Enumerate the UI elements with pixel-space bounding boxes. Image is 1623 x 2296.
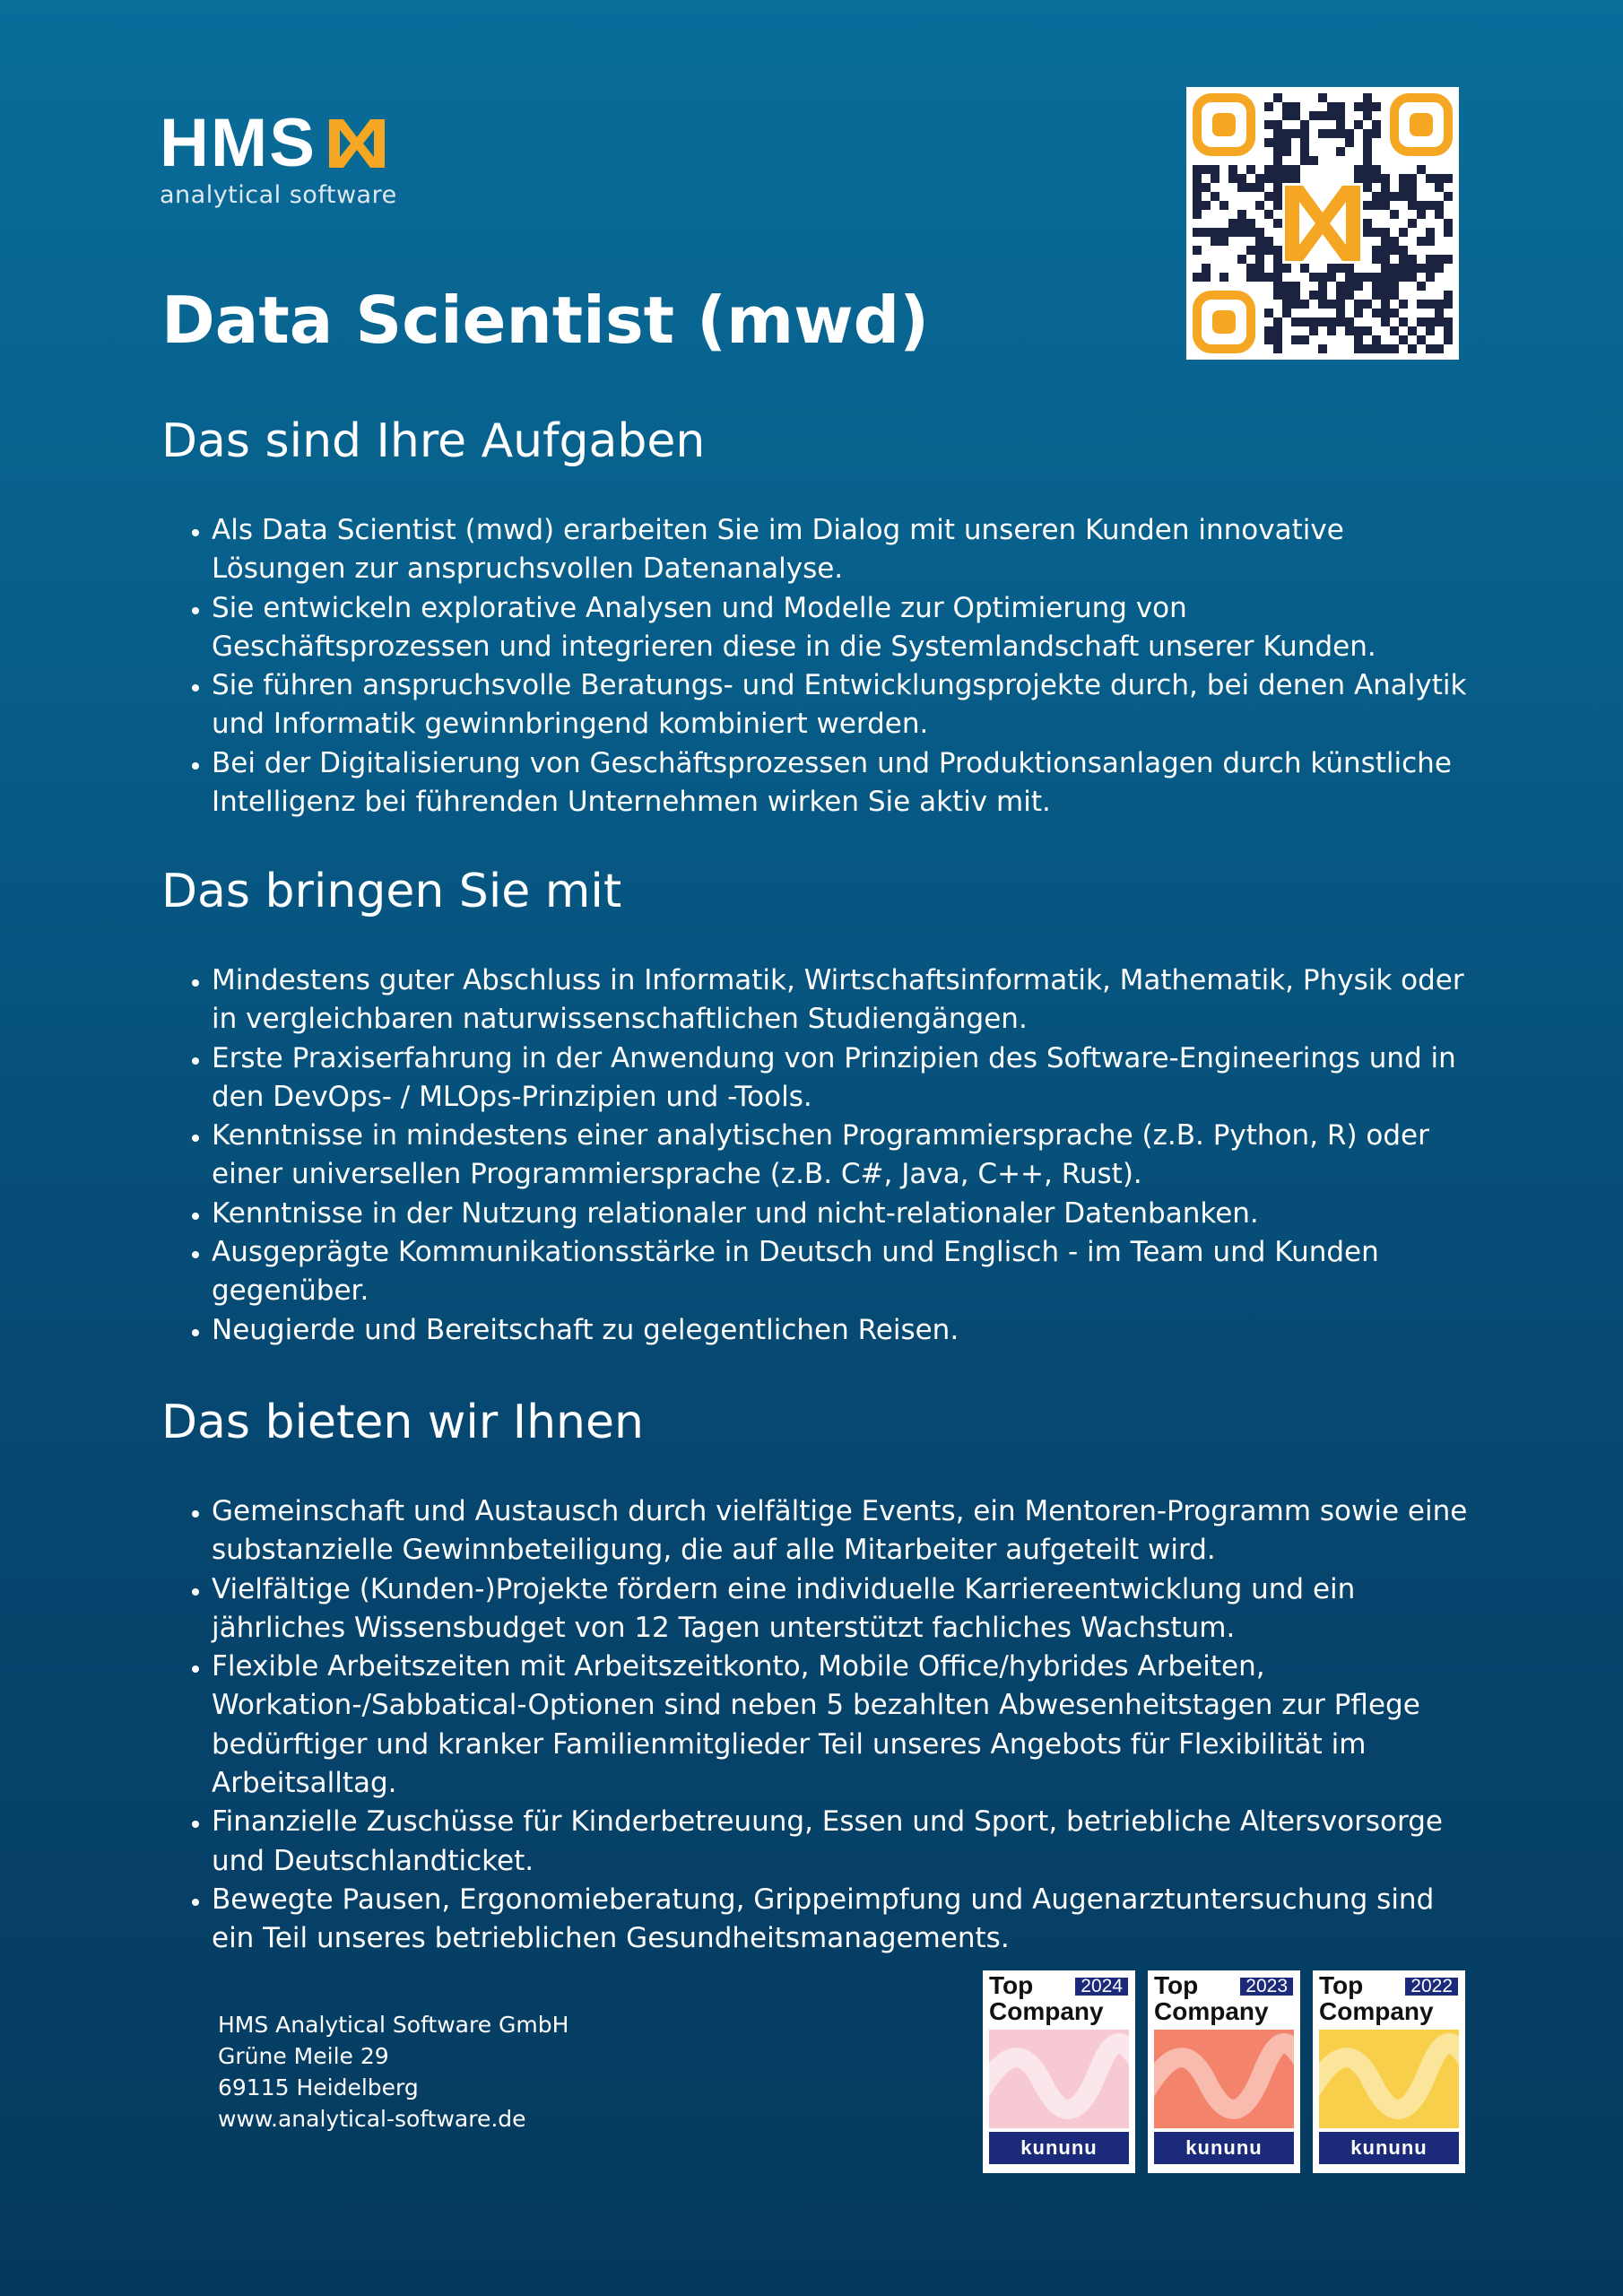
list-item: • Als Data Scientist (mwd) erarbeiten Sie im Dialog mit unseren Kunden innovative Lösungen zur anspruchsvollen Datenanalyse.	[212, 511, 1471, 589]
list-item: • Vielfältige (Kunden-)Projekte fördern eine individuelle Karriereentwicklung und ein jährliches Wissensbudget von 12 Tagen unterstützt fachliches Wachstum.	[212, 1570, 1471, 1648]
section-tasks	[161, 414, 1471, 822]
badge-top: Top	[989, 1971, 1034, 1999]
badge-company: Company	[1154, 1997, 1269, 2025]
list-item: • Bewegte Pausen, Ergonomieberatung, Grippeimpfung und Augenarztuntersuchung sind ein Teil unseres betrieblichen Gesundheitsmanagements.	[212, 1881, 1471, 1959]
badge-company: Company	[1319, 1997, 1434, 2025]
badge-wave-icon	[989, 2030, 1129, 2128]
section-requirements	[161, 865, 1471, 1350]
hms-logo	[160, 105, 397, 209]
badge-company: Company	[989, 1997, 1104, 2025]
qr-code-icon	[1186, 87, 1459, 360]
list-item: • Neugierde und Bereitschaft zu gelegentlichen Reisen.	[212, 1311, 1471, 1350]
website-link[interactable]: www.analytical-software.de	[218, 2106, 526, 2132]
list-item: • Ausgeprägte Kommunikationsstärke in Deutsch und Englisch - im Team und Kunden gegenüber.	[212, 1233, 1471, 1311]
kununu-logo: kununu	[1154, 2132, 1294, 2164]
list-item: • Gemeinschaft und Austausch durch vielfältige Events, ein Mentoren-Programm sowie eine substanzielle Gewinnbeteiligung, die auf alle Mitarbeiter aufgeteilt wird.	[212, 1492, 1471, 1570]
list-item: • Erste Praxiserfahrung in der Anwendung von Prinzipien des Software-Engineerings und in den DevOps- / MLOps-Prinzipien und -Tools.	[212, 1039, 1471, 1118]
kununu-badge-2023	[1148, 1970, 1300, 2173]
company-name: HMS Analytical Software GmbH	[218, 2012, 569, 2038]
city: 69115 Heidelberg	[218, 2074, 419, 2100]
street: Grüne Meile 29	[218, 2043, 389, 2069]
section-heading: Das sind Ihre Aufgaben	[161, 414, 706, 468]
kununu-badge-2024	[983, 1970, 1135, 2173]
list-item: • Bei der Digitalisierung von Geschäftsprozessen und Produktionsanlagen durch künstliche Intelligenz bei führenden Unternehmen wirken Sie aktiv mit.	[212, 744, 1471, 822]
kununu-logo: kununu	[989, 2132, 1129, 2164]
section-heading: Das bieten wir Ihnen	[161, 1396, 644, 1449]
logo-wordmark	[160, 105, 397, 181]
benefits-list	[161, 1492, 1471, 1959]
list-item: • Mindestens guter Abschluss in Informatik, Wirtschaftsinformatik, Mathematik, Physik oder in vergleichbaren naturwissenschaftlichen Studiengängen.	[212, 961, 1471, 1039]
award-badges	[983, 1970, 1465, 2173]
list-item: • Kenntnisse in mindestens einer analytischen Programmiersprache (z.B. Python, R) oder einer universellen Programmiersprache (z.B. C#, Java, C++, Rust).	[212, 1117, 1471, 1195]
kununu-badge-2022	[1313, 1970, 1465, 2173]
logo-tagline: analytical software	[160, 181, 397, 209]
badge-top: Top	[1154, 1971, 1199, 1999]
hms-logo-icon	[327, 117, 386, 170]
list-item: • Finanzielle Zuschüsse für Kinderbetreuung, Essen und Sport, betriebliche Altersvorsorge und Deutschlandticket.	[212, 1803, 1471, 1881]
logo-wordmark-text: HMS	[160, 105, 317, 181]
requirements-list	[161, 961, 1471, 1350]
badge-wave-icon	[1154, 2030, 1294, 2128]
list-item: • Kenntnisse in der Nutzung relationaler und nicht-relationaler Datenbanken.	[212, 1195, 1471, 1233]
list-item: • Sie führen anspruchsvolle Beratungs- und Entwicklungsprojekte durch, bei denen Analytik und Informatik gewinnbringend kombiniert werden.	[212, 666, 1471, 744]
company-address	[218, 2009, 568, 2135]
section-benefits	[161, 1396, 1471, 1959]
kununu-logo: kununu	[1319, 2132, 1459, 2164]
badge-year: 2023	[1240, 1978, 1293, 1996]
badge-top: Top	[1319, 1971, 1364, 1999]
list-item: • Flexible Arbeitszeiten mit Arbeitszeitkonto, Mobile Office/hybrides Arbeiten, Workation-/Sabbatical-Optionen sind neben 5 bezahlten Abwesenheitstagen zur Pflege bedürftiger und kranker Familienmitglieder Teil unseres Angebots für Flexibilität im Arbeitsalltag.	[212, 1648, 1471, 1803]
job-title: Data Scientist (mwd)	[161, 283, 930, 358]
task-list	[161, 511, 1471, 822]
badge-year: 2022	[1405, 1978, 1458, 1996]
section-heading: Das bringen Sie mit	[161, 865, 622, 918]
qr-code[interactable]	[1186, 87, 1459, 360]
badge-wave-icon	[1319, 2030, 1459, 2128]
list-item: • Sie entwickeln explorative Analysen und Modelle zur Optimierung von Geschäftsprozessen und integrieren diese in die Systemlandschaft unserer Kunden.	[212, 589, 1471, 667]
badge-year: 2024	[1075, 1978, 1128, 1996]
